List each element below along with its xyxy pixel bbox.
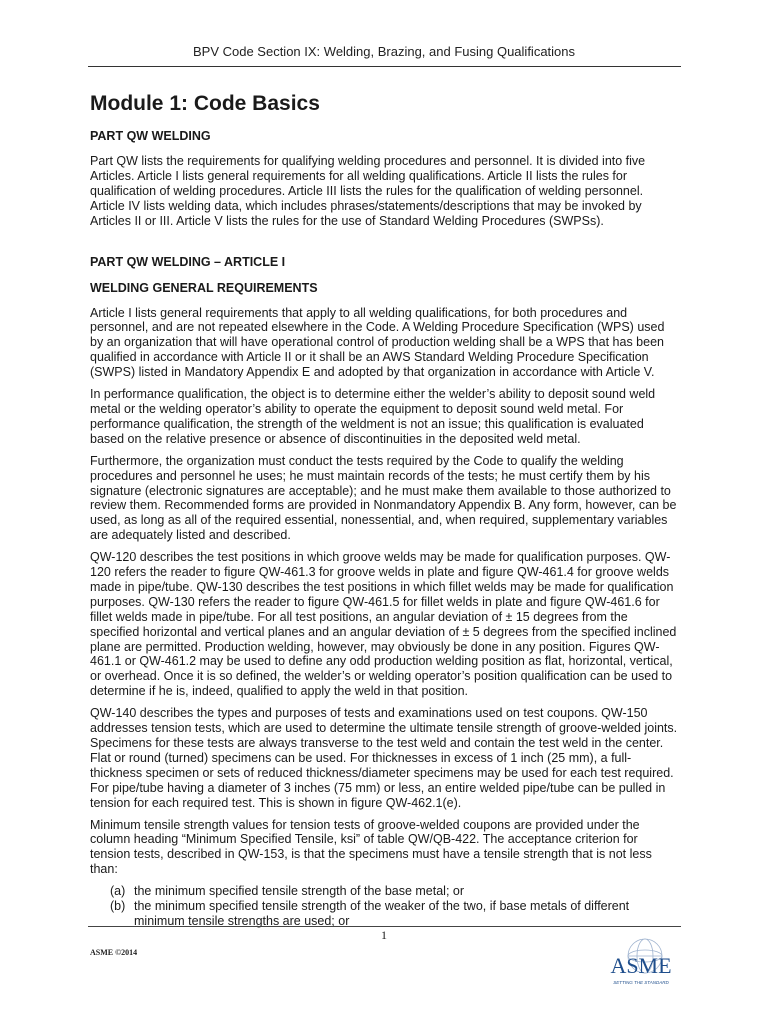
section-heading-article-i: PART QW WELDING – ARTICLE I — [90, 254, 286, 269]
paragraph: QW-140 describes the types and purposes of tests and examinations used on test coupons. QW-150 addresses tension tests, which are used to determine the ultimate tensile strength of groove-welded joints. Specimens for these tests are always transverse to the test weld and contain the test weld in the center. Flat or round (turned) specimens can be used. For thicknesses in excess of 1 inch (25 mm), a full-thickness specimen or sets of reduced thickness/diameter specimens may be used for each test required. For pipe/tube having a diameter of 3 inches (75 mm) or less, an entire welded pipe/tube can be pulled in tension for each required test. This is shown in figure QW-462.1(e). — [90, 706, 678, 810]
list-item-text: the minimum specified tensile strength of the weaker of the two, if base metals of different minimum tensile strengths are used; or — [134, 899, 630, 928]
copyright-notice: ASME ©2014 — [90, 948, 138, 957]
list-item — [90, 899, 680, 929]
footer-divider — [88, 926, 681, 927]
list-marker: (a) — [110, 884, 126, 899]
list-marker: (b) — [110, 899, 126, 914]
requirements-list — [90, 884, 680, 929]
paragraph: QW-120 describes the test positions in which groove welds may be made for qualification purposes. QW-120 refers the reader to figure QW-461.3 for groove welds in plate and figure QW-461.4 for groove welds made in pipe/tube. QW-130 describes the test positions in which fillet welds may be made for qualification purposes. QW-130 refers the reader to figure QW-461.5 for fillet welds in plate and figure QW-461.6 for fillet welds made in pipe/tube. For all test positions, an angular deviation of ± 15 degrees from the specified horizontal and vertical planes and an angular deviation of ± 5 degrees from the specified inclined plane are permitted. Production welding, however, may obviously be done in any position. Figures QW-461.1 or QW-461.2 may be used to define any odd production welding position as flat, horizontal, vertical, or overhead. Once it is so defined, the welder’s or welding operator’s position qualification can be used to determine if he is, indeed, qualified to apply the weld in that position. — [90, 550, 677, 699]
logo-tagline: SETTING THE STANDARD — [613, 980, 669, 985]
section-subheading: WELDING GENERAL REQUIREMENTS — [90, 280, 318, 295]
header-divider — [88, 66, 681, 67]
running-header: BPV Code Section IX: Welding, Brazing, and Fusing Qualifications — [192, 44, 576, 59]
paragraph: Part QW lists the requirements for qualifying welding procedures and personnel. It is divided into five Articles. Article I lists general requirements for all welding qualifications. Article II lists the rules for qualification of welding procedures. Article III lists the rules for the qualification of welding personnel. Article IV lists welding data, which includes phrases/statements/descriptions that may be invoked by Articles II or III. Article V lists the rules for the use of Standard Welding Procedures (SWPSs). — [90, 154, 646, 228]
section-heading-part-qw: PART QW WELDING — [90, 129, 211, 143]
paragraph: Article I lists general requirements that apply to all welding qualifications, for both procedures and personnel, and are not repeated elsewhere in the Code. A Welding Procedure Specification (WPS) used by an organization that will have operational control of production welding shall be a WPS that has been qualified in accordance with Article II or it shall be an AWS Standard Welding Procedure Specification (SWPS) listed in Mandatory Appendix E and adopted by that organization in accordance with Article V. — [90, 305, 665, 380]
page-content — [90, 90, 680, 929]
asme-logo — [597, 936, 685, 992]
module-title: Module 1: Code Basics — [90, 92, 320, 115]
section-spacer — [90, 236, 680, 254]
page-number: 1 — [381, 928, 387, 942]
paragraph: In performance qualification, the object is to determine either the welder’s ability to deposit sound weld metal or the welding operator’s ability to operate the equipment to deposit sound weld metal. For performance qualification, the strength of the weldment is not an issue; this qualification is evaluated based on the relative presence or absence of discontinuities in the deposited weld metal. — [90, 387, 656, 446]
paragraph: Minimum tensile strength values for tension tests of groove-welded coupons are provided under the column heading “Minimum Specified Tensile, ksi” of table QW/QB-422. The acceptance criterion for tension tests, described in QW-153, is that the specimens must have a tensile strength that is not less than: — [90, 817, 652, 877]
list-item — [90, 884, 680, 899]
list-item-text: the minimum specified tensile strength of the base metal; or — [134, 884, 465, 899]
logo-wordmark: ASME — [610, 953, 672, 978]
paragraph: Furthermore, the organization must conduct the tests required by the Code to qualify the welding procedures and personnel he uses; he must maintain records of the tests; he must certify them by his signature (electronic signatures are acceptable); and he must make them available to those authorized to review them. Recommended forms are provided in Nonmandatory Appendix B. Any form, however, can be used, as long as all of the required essential, nonessential, and, when required, supplementary variables are adequately listed and described. — [90, 453, 677, 543]
